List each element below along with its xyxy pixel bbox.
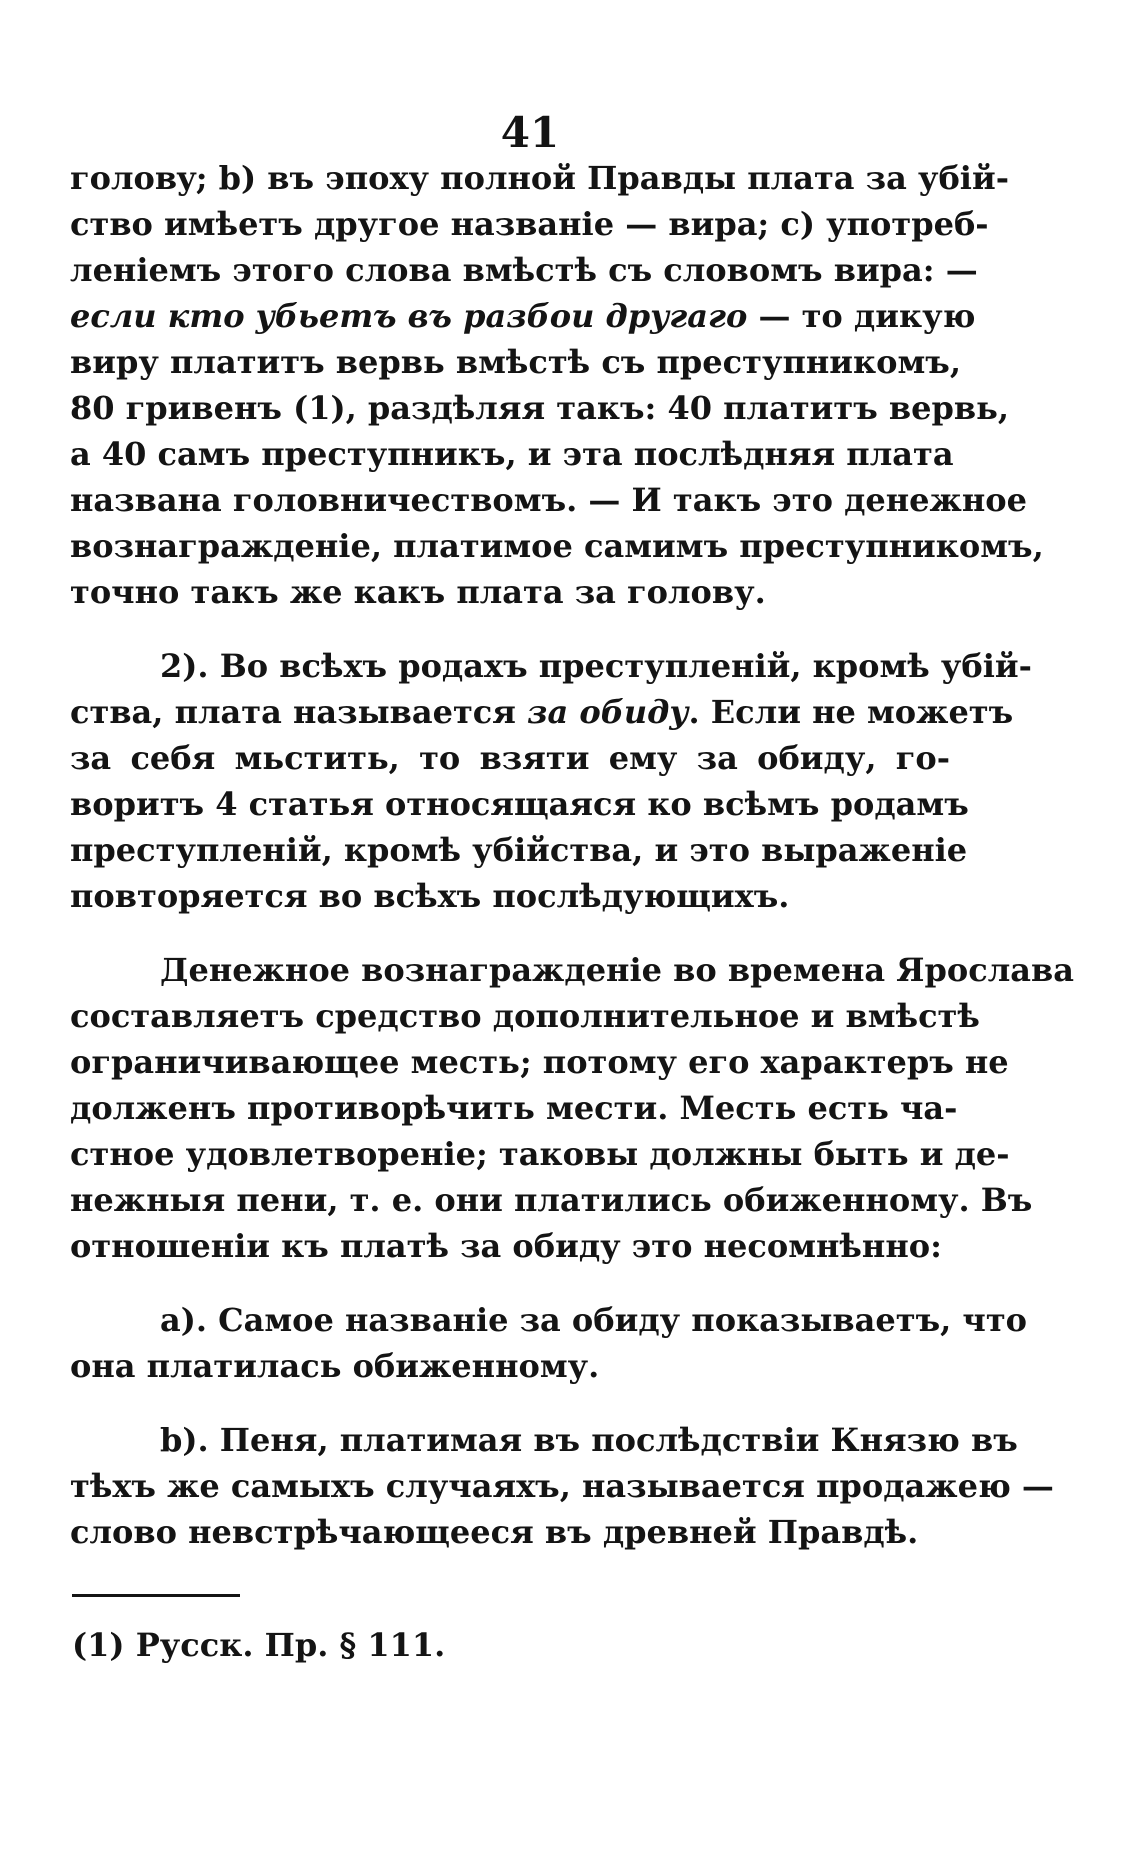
text-line: ограничивающее месть; потому его характеръ не bbox=[70, 1043, 1009, 1081]
text-line: Денежное вознагражденіе во времена Ярослава bbox=[160, 951, 1074, 989]
italic-quote: если кто убьетъ въ разбои другаго bbox=[70, 297, 748, 335]
text-line: точно такъ же какъ плата за голову. bbox=[70, 573, 766, 611]
text-line: нежныя пени, т. е. они платились обиженному. Въ bbox=[70, 1181, 1033, 1219]
text-line: a). Самое названіе за обиду показываетъ, что bbox=[160, 1301, 1027, 1339]
page-number: 41 bbox=[500, 108, 560, 157]
italic-term: за обиду bbox=[527, 693, 689, 731]
text-line: ство имѣетъ другое названіе — вира; c) употреб- bbox=[70, 205, 989, 243]
text-line: воритъ 4 статья относящаяся ко всѣмъ родамъ bbox=[70, 785, 969, 823]
text-line: вознагражденіе, платимое самимъ преступникомъ, bbox=[70, 527, 1044, 565]
text-line: за себя мьстить, то взяти ему за обиду, го- bbox=[70, 739, 950, 777]
text-segment: ства, плата называется bbox=[70, 693, 528, 731]
text-line: повторяется во всѣхъ послѣдующихъ. bbox=[70, 877, 790, 915]
text-line: виру платитъ вервь вмѣстѣ съ преступникомъ, bbox=[70, 343, 961, 381]
text-line: названа головничествомъ. — И такъ это денежное bbox=[70, 481, 1027, 519]
text-line bbox=[70, 296, 976, 336]
text-line bbox=[70, 692, 1014, 732]
text-line: стное удовлетвореніе; таковы должны быть и де- bbox=[70, 1135, 1010, 1173]
text-line: 80 гривенъ (1), раздѣляя такъ: 40 платитъ вервь, bbox=[70, 389, 1009, 427]
footnote-rule bbox=[72, 1594, 240, 1597]
text-line: составляетъ средство дополнительное и вмѣстѣ bbox=[70, 997, 980, 1035]
text-line: тѣхъ же самыхъ случаяхъ, называется продажею — bbox=[70, 1467, 1054, 1505]
text-line: леніемъ этого слова вмѣстѣ съ словомъ вира: — bbox=[70, 251, 978, 289]
text-segment: — то дикую bbox=[747, 297, 976, 335]
text-line: головy; b) въ эпоху полной Правды плата за убій- bbox=[70, 159, 1009, 197]
text-line: слово невстрѣчающееся въ древней Правдѣ. bbox=[70, 1513, 919, 1551]
text-line: она платилась обиженному. bbox=[70, 1347, 600, 1385]
footnote: (1) Русск. Пр. § 111. bbox=[72, 1626, 446, 1664]
text-line: долженъ противорѣчить мести. Месть есть ча- bbox=[70, 1089, 958, 1127]
text-line: а 40 самъ преступникъ, и эта послѣдняя плата bbox=[70, 435, 954, 473]
text-line: преступленій, кромѣ убійства, и это выраженіе bbox=[70, 831, 968, 869]
text-line: 2). Во всѣхъ родахъ преступленій, кромѣ убій- bbox=[160, 647, 1032, 685]
text-line: отношеніи къ платѣ за обиду это несомнѣнно: bbox=[70, 1227, 942, 1265]
text-segment: . Если не можетъ bbox=[688, 693, 1014, 731]
text-line: b). Пеня, платимая въ послѣдствіи Князю въ bbox=[160, 1421, 1018, 1459]
